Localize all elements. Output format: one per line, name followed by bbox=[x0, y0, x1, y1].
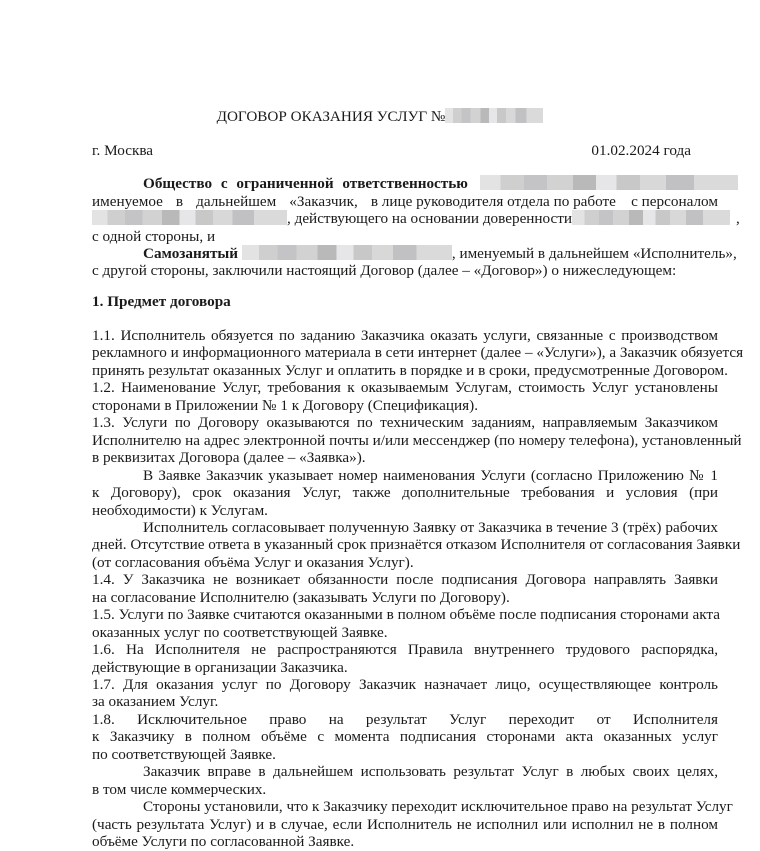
redacted-contractor-name bbox=[242, 245, 452, 260]
contract-title-text: ДОГОВОР ОКАЗАНИЯ УСЛУГ № bbox=[216, 108, 446, 125]
section-1-heading: 1. Предмет договора bbox=[92, 293, 231, 310]
text-fragment: дальнейшем bbox=[196, 193, 277, 210]
paragraph-line: 1.7. Для оказания услуг по Договору Заказчик назначает лицо, осуществляющее контроль bbox=[92, 676, 718, 693]
redacted-contract-number bbox=[445, 108, 543, 123]
paragraph-line: Исполнителю на адрес электронной почты и/или мессенджер (по номеру телефона), установленный bbox=[92, 431, 742, 449]
contract-date: 01.02.2024 года bbox=[591, 142, 691, 159]
contractor-line-2 bbox=[92, 262, 718, 280]
paragraph-line: (от согласования объёма Услуг и оказания Услуг). bbox=[92, 553, 414, 571]
contractor-status: Самозанятый bbox=[143, 245, 239, 262]
paragraph-line: за оказанием Услуг. bbox=[92, 693, 219, 711]
paragraph-line: 1.2. Наименование Услуг, требования к оказываемым Услугам, стоимость Услуг установлены bbox=[92, 379, 718, 397]
text-fragment: в bbox=[175, 193, 184, 210]
paragraph-line: дней. Отсутствие ответа в указанный срок признаётся отказом Исполнителя от согласования Заявки bbox=[92, 536, 741, 554]
paragraph-line: 1.3. Услуги по Договору оказываются по техническим заданиям, направляемым Заказчиком bbox=[92, 414, 718, 432]
paragraph-line: сторонами в Приложении № 1 к Договору (Спецификация). bbox=[92, 396, 478, 414]
city: г. Москва bbox=[92, 142, 154, 159]
redacted-power-of-attorney bbox=[572, 210, 730, 225]
text-fragment: в лице руководителя отдела по работе с персоналом bbox=[370, 193, 718, 210]
paragraph-line: к Договору), срок оказания Услуг, также дополнительные требования и условия (при bbox=[92, 484, 718, 502]
place-date-line bbox=[92, 142, 718, 160]
paragraph-line: на согласование Исполнителю (заказывать Услуги по Договору). bbox=[92, 588, 510, 606]
paragraph-line: оказанных услуг по соответствующей Заявке. bbox=[92, 623, 388, 641]
paragraph-line: 1.8. Исключительное право на результат Услуг переходит от Исполнителя bbox=[92, 710, 718, 728]
redacted-customer-name bbox=[480, 175, 738, 190]
contractor-line-1 bbox=[92, 245, 737, 263]
paragraph-line: Исполнитель согласовывает полученную Заявку от Заказчика в течение 3 (трёх) рабочих bbox=[143, 518, 718, 536]
customer-line-2 bbox=[92, 193, 718, 211]
paragraph-line: Стороны установили, что к Заказчику переходит исключительное право на результат Услуг bbox=[143, 798, 733, 816]
text-fragment: , именуемый в дальнейшем «Исполнитель», bbox=[451, 245, 737, 262]
paragraph-line: 1.4. У Заказчика не возникает обязанности после подписания Договора направлять Заявки bbox=[92, 571, 718, 589]
paragraph-line: объёме Услуги по согласованной Заявке. bbox=[92, 833, 355, 851]
redacted-representative-name bbox=[92, 210, 287, 225]
paragraph-line: 1.1. Исполнитель обязуется по заданию Заказчика оказать услуги, связанные с производством bbox=[92, 327, 718, 344]
paragraph-line: к Заказчику в полном объёме с момента подписания сторонами акта оказанных услуг bbox=[92, 728, 718, 746]
text-fragment: «Заказчик, bbox=[289, 193, 358, 210]
paragraph-line: действующие в организации Заказчика. bbox=[92, 658, 348, 676]
paragraph-line: Заказчик вправе в дальнейшем использовать результат Услуг в любых своих целях, bbox=[143, 763, 718, 781]
paragraph-line: (часть результата Услуг) и в случае, если Исполнитель не исполнил или исполнил не в полном bbox=[92, 815, 718, 833]
paragraph-line: рекламного и информационного материала в сети интернет (далее – «Услуги»), а Заказчик обязуется bbox=[92, 344, 744, 362]
text-fragment: , bbox=[736, 210, 740, 227]
paragraph-line: 1.6. На Исполнителя не распространяются Правила внутреннего трудового распорядка, bbox=[92, 641, 718, 659]
text-fragment: именуемое bbox=[92, 193, 163, 210]
paragraph-line: В Заявке Заказчик указывает номер наименования Услуги (согласно Приложению № 1 bbox=[143, 466, 718, 484]
customer-line-3 bbox=[92, 210, 740, 228]
text-fragment: , действующего на основании доверенности bbox=[287, 210, 573, 227]
paragraph-line: в том числе коммерческих. bbox=[92, 780, 267, 798]
paragraph-line: необходимости) к Услугам. bbox=[92, 501, 268, 519]
customer-line-1 bbox=[92, 175, 718, 193]
text-fragment: с другой стороны, заключили настоящий Договор (далее – «Договор») о нижеследующем: bbox=[92, 262, 677, 279]
contract-title bbox=[0, 108, 760, 126]
text-fragment: с одной стороны, и bbox=[92, 228, 216, 245]
customer-legal-form: Общество с ограниченной ответственностью bbox=[143, 175, 468, 192]
paragraph-line: 1.5. Услуги по Заявке считаются оказанными в полном объёме после подписания сторонами акта bbox=[92, 606, 720, 624]
paragraph-line: в реквизитах Договора (далее – «Заявка»). bbox=[92, 449, 366, 467]
customer-line-4 bbox=[92, 228, 718, 246]
paragraph-line: принять результат оказанных Услуг и оплатить в порядке и в сроки, предусмотренные Договором. bbox=[92, 361, 728, 379]
paragraph-line: по соответствующей Заявке. bbox=[92, 745, 276, 763]
